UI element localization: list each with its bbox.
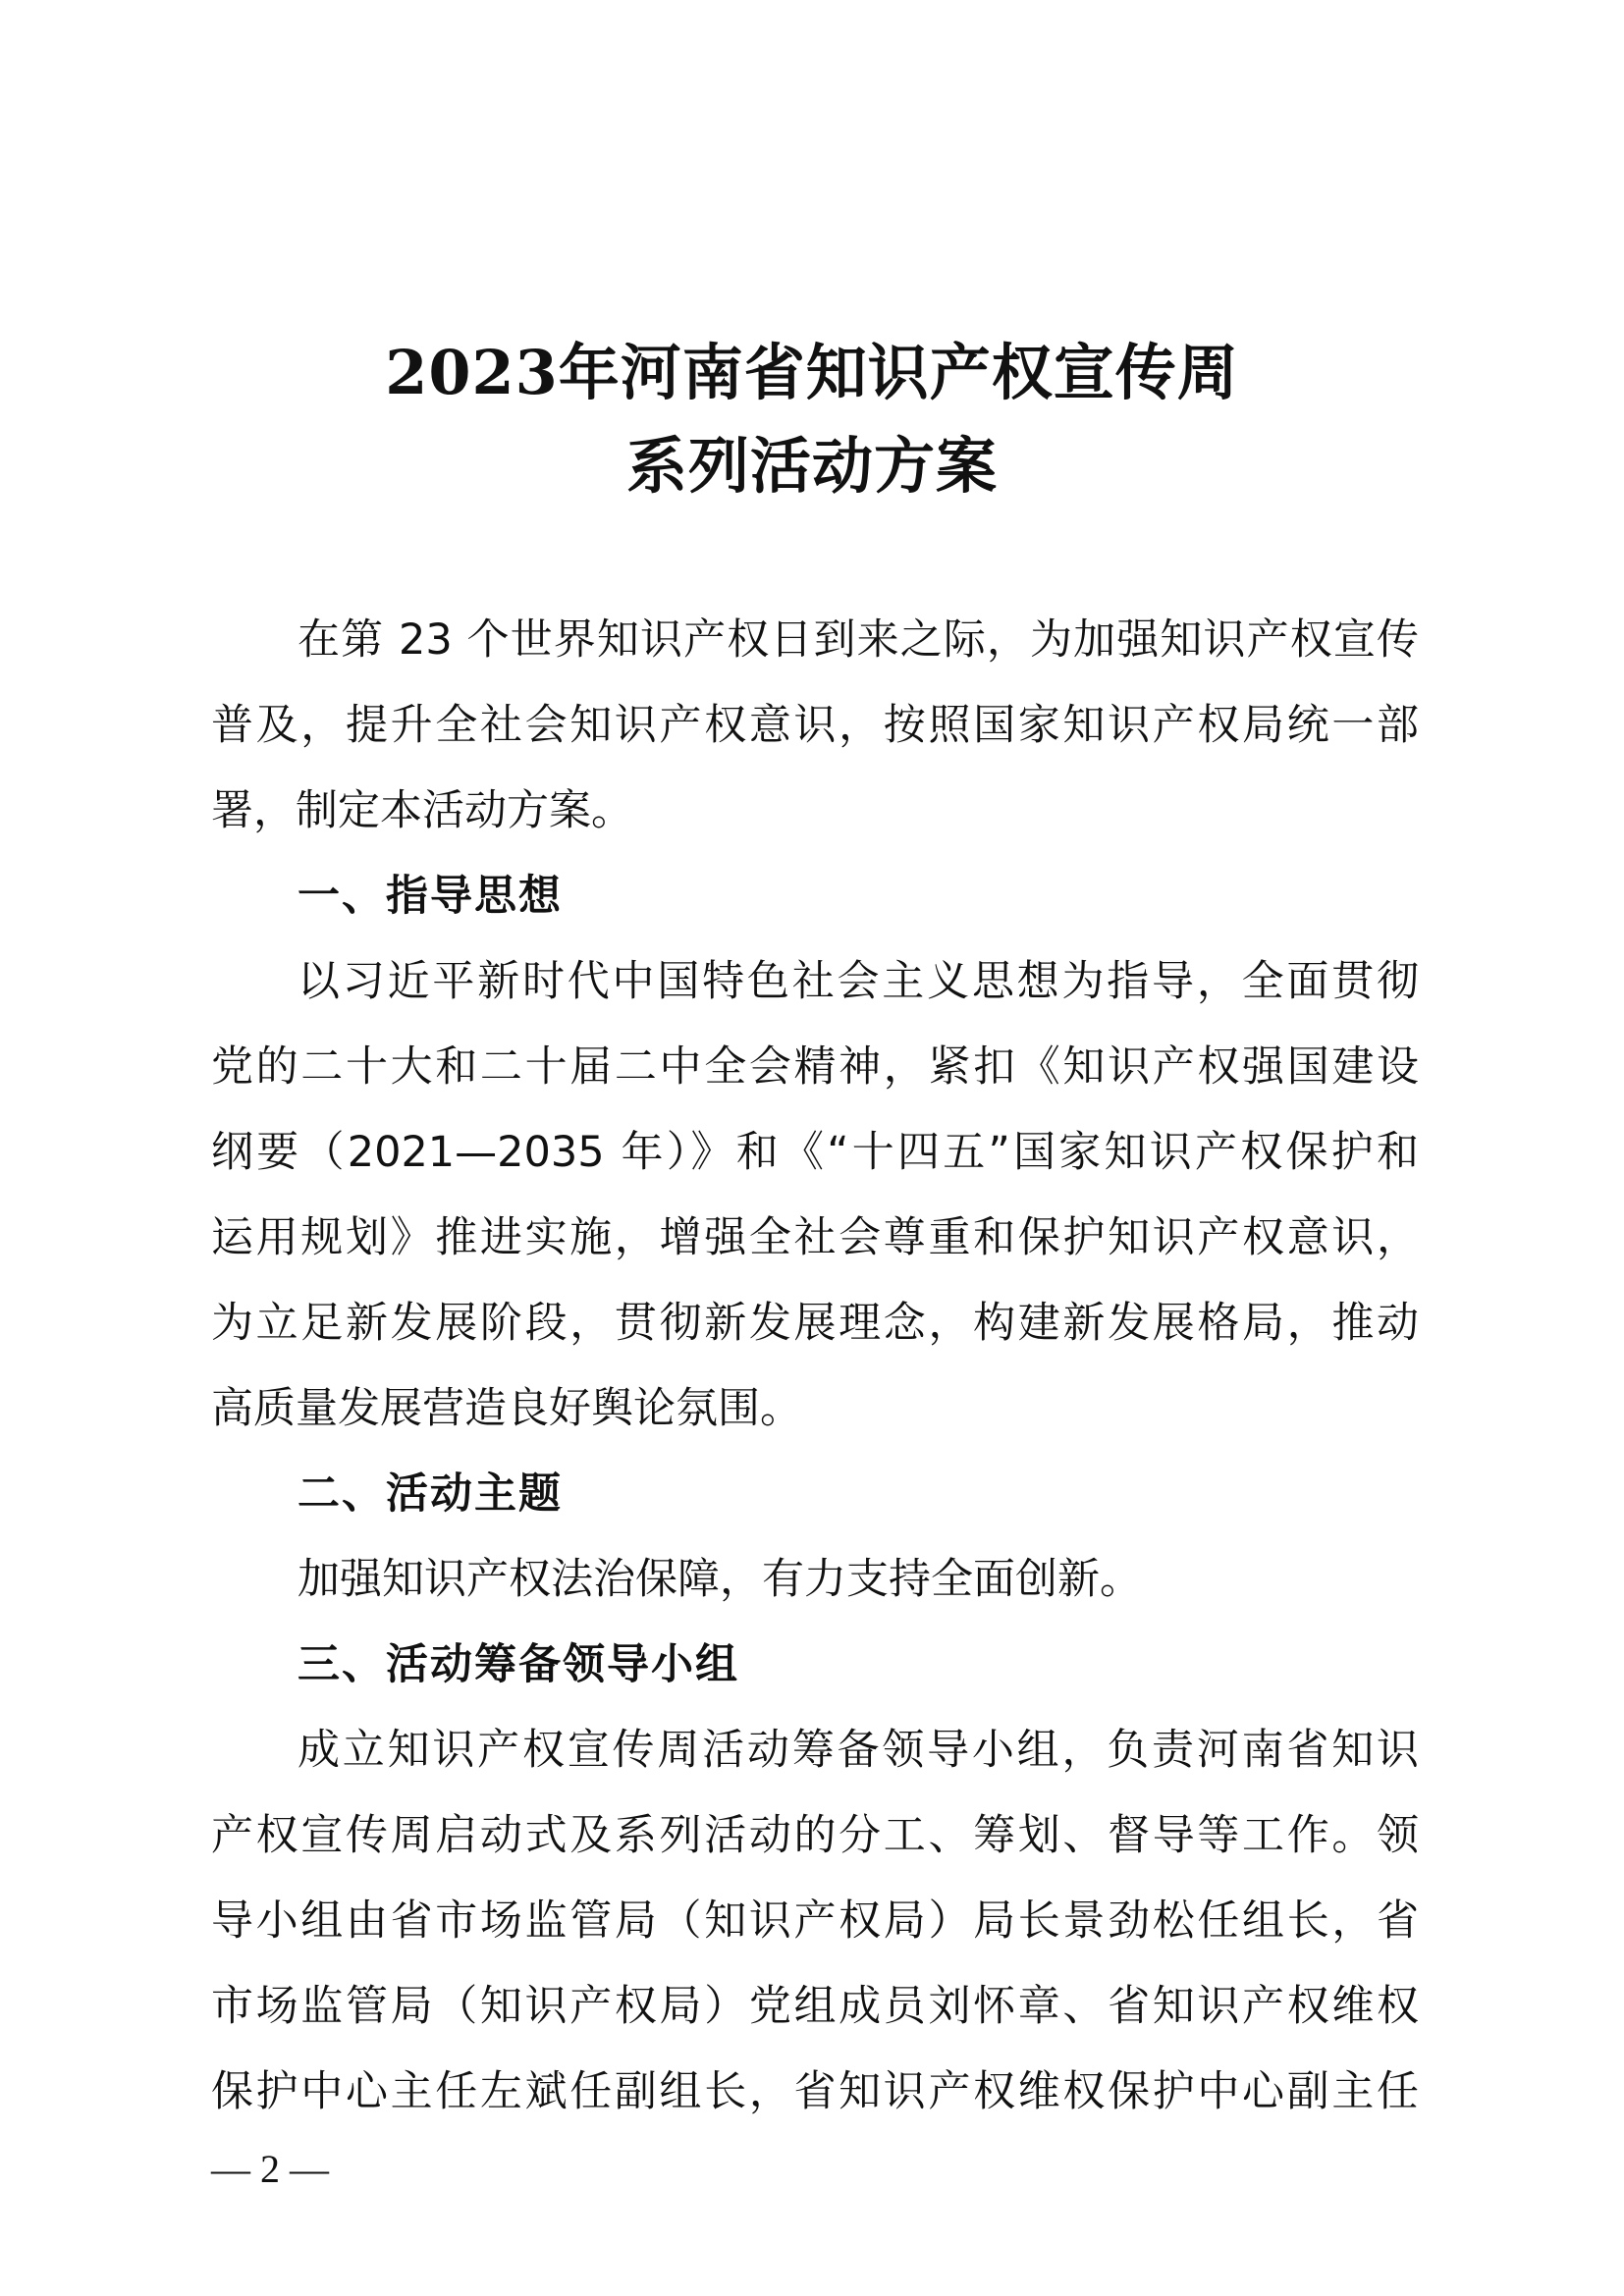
section-2-heading: 二、活动主题 <box>298 1469 563 1519</box>
section-3-line-3: 导小组由省市场监管局（知识产权局）局长景劲松任组长，省 <box>211 1896 1419 1946</box>
section-3-heading: 三、活动筹备领导小组 <box>298 1640 739 1689</box>
section-3-line-2: 产权宣传周启动式及系列活动的分工、筹划、督导等工作。领 <box>211 1811 1419 1860</box>
section-3-line-4: 市场监管局（知识产权局）党组成员刘怀章、省知识产权维权 <box>211 1982 1419 2031</box>
document-title-line-1: 2023年河南省知识产权宣传周 <box>385 337 1239 408</box>
section-1-line-5: 为立足新发展阶段，贯彻新发展理念，构建新发展格局，推动 <box>211 1299 1419 1348</box>
section-1-line-4: 运用规划》推进实施，增强全社会尊重和保护知识产权意识， <box>211 1213 1419 1262</box>
section-2-line-1: 加强知识产权法治保障，有力支持全面创新。 <box>298 1555 1142 1604</box>
section-1-line-2: 党的二十大和二十届二中全会精神，紧扣《知识产权强国建设 <box>211 1042 1419 1092</box>
section-1-heading: 一、指导思想 <box>298 872 563 921</box>
section-3-line-1: 成立知识产权宣传周活动筹备领导小组，负责河南省知识 <box>298 1726 1419 1775</box>
page-number: — 2 — <box>211 2147 329 2191</box>
section-1-line-3: 纲要（2021—2035 年）》和《“十四五”国家知识产权保护和 <box>211 1128 1419 1177</box>
section-1-line-6: 高质量发展营造良好舆论氛围。 <box>211 1384 802 1433</box>
section-3-line-5: 保护中心主任左斌任副组长，省知识产权维权保护中心副主任 <box>211 2067 1419 2116</box>
document-title-line-2: 系列活动方案 <box>625 430 998 502</box>
intro-line-2: 普及，提升全社会知识产权意识，按照国家知识产权局统一部 <box>211 701 1419 750</box>
intro-line-3: 署，制定本活动方案。 <box>211 786 633 835</box>
intro-line-1: 在第 23 个世界知识产权日到来之际，为加强知识产权宣传 <box>298 615 1419 665</box>
section-1-line-1: 以习近平新时代中国特色社会主义思想为指导，全面贯彻 <box>298 957 1419 1006</box>
